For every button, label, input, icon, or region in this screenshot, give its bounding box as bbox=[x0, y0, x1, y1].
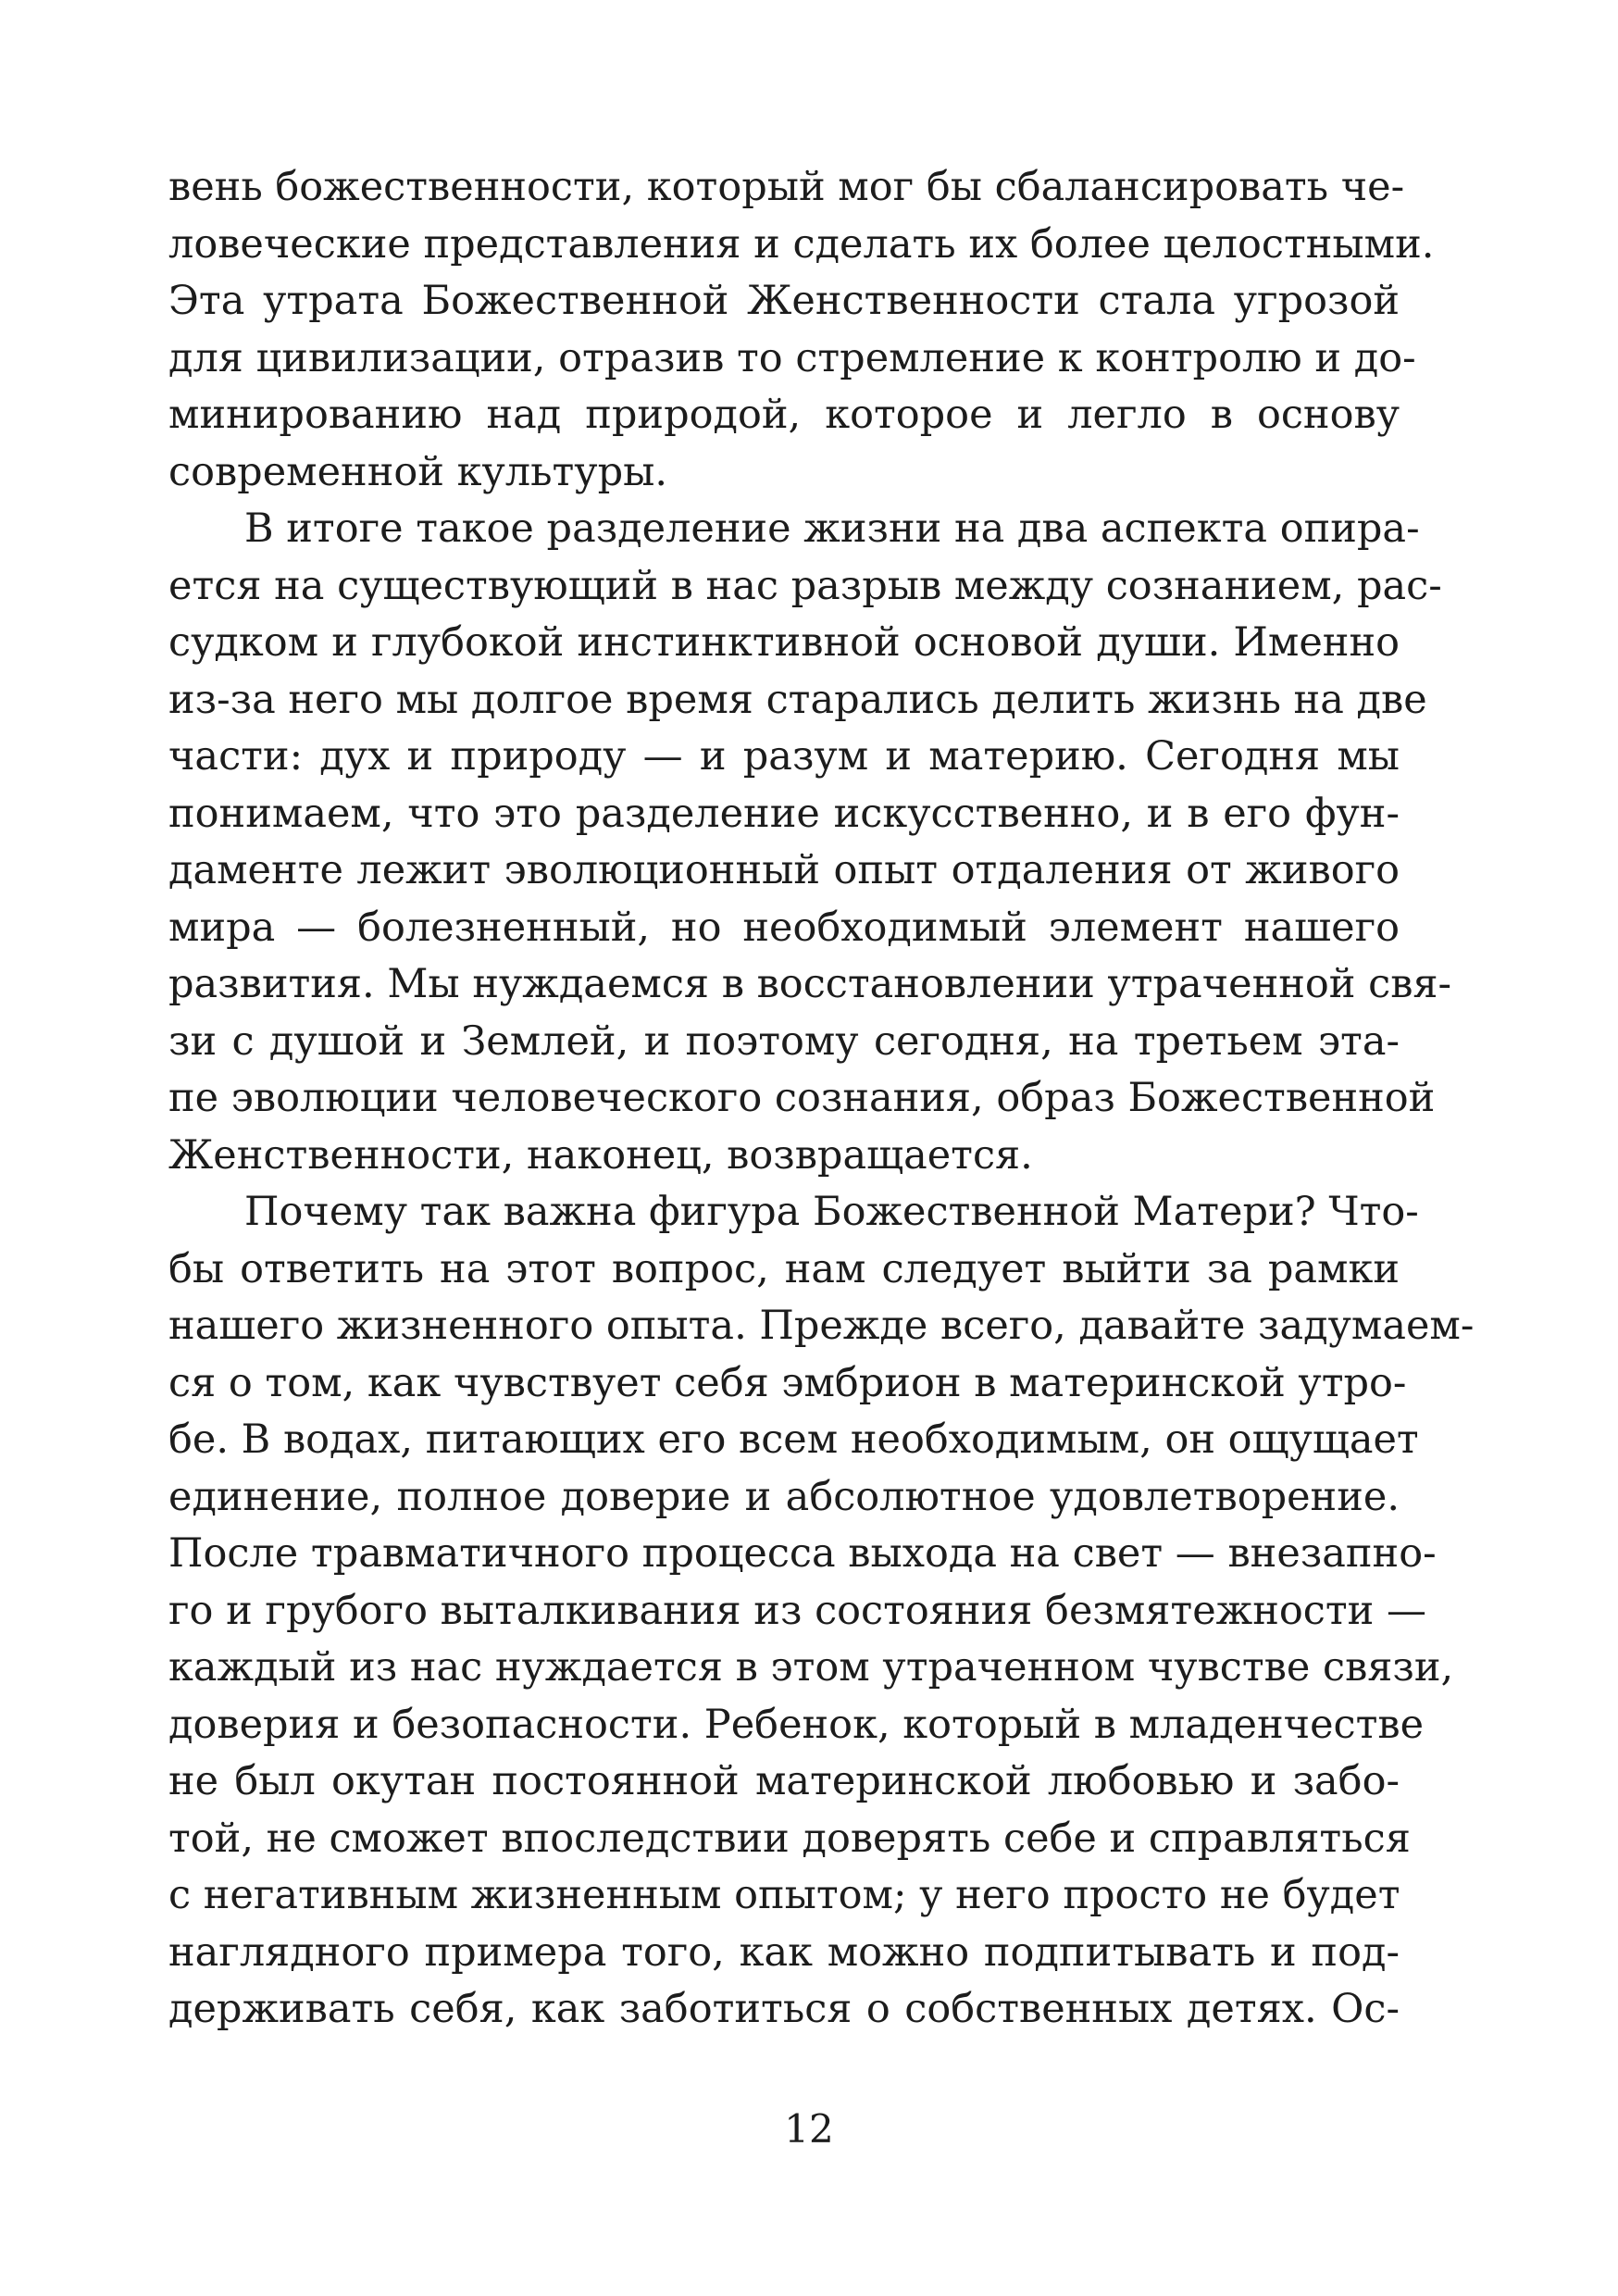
text-line: судком и глубокой инстинктивной основой души. Именно bbox=[168, 619, 1400, 666]
text-line: части: дух и природу — и разум и материю. Сегодня мы bbox=[168, 733, 1400, 780]
text-line: из-за него мы долгое время старались делить жизнь на две bbox=[168, 676, 1427, 723]
text-line: зи с душой и Землей, и поэтому сегодня, на третьем эта- bbox=[168, 1017, 1400, 1065]
text-line: ется на существующий в нас разрыв между сознанием, рас- bbox=[168, 562, 1442, 609]
text-line: доверия и безопасности. Ребенок, который в младенчестве bbox=[168, 1701, 1425, 1748]
text-line: Женственности, наконец, возвращается. bbox=[168, 1131, 1033, 1179]
text-line: пе эволюции человеческого сознания, образ Божественной bbox=[168, 1075, 1436, 1121]
text-line: После травматичного процесса выхода на свет — внезапно- bbox=[168, 1530, 1437, 1577]
text-line: современной культуры. bbox=[168, 448, 667, 495]
text-line: Эта утрата Божественной Женственности стала угрозой bbox=[168, 278, 1400, 324]
text-line: той, не сможет впоследствии доверять себе и справляться bbox=[168, 1815, 1411, 1862]
text-line: ся о том, как чувствует себя эмбрион в материнской утро- bbox=[168, 1359, 1407, 1406]
text-line: для цивилизации, отразив то стремление к контролю и до- bbox=[168, 334, 1416, 381]
text-line: Почему так важна фигура Божественной Матери? Что- bbox=[244, 1189, 1419, 1235]
text-line: минированию над природой, которое и легло в основу bbox=[168, 392, 1400, 438]
text-line: ловеческие представления и сделать их более целостными. bbox=[168, 220, 1435, 268]
text-line: го и грубого выталкивания из состояния безмятежности — bbox=[168, 1587, 1426, 1634]
text-line: В итоге такое разделение жизни на два аспекта опира- bbox=[244, 505, 1420, 552]
page-number: 12 bbox=[784, 2106, 834, 2152]
text-line: держивать себя, как заботиться о собственных детях. Ос- bbox=[168, 1986, 1400, 2032]
body-text bbox=[168, 159, 1475, 2039]
text-line: не был окутан постоянной материнской любовью и забо- bbox=[168, 1758, 1400, 1804]
text-line: бе. В водах, питающих его всем необходимым, он ощущает bbox=[168, 1416, 1419, 1463]
text-line: наглядного примера того, как можно подпитывать и под- bbox=[168, 1928, 1400, 1976]
text-line: единение, полное доверие и абсолютное удовлетворение. bbox=[168, 1473, 1400, 1520]
text-line: каждый из нас нуждается в этом утраченном чувстве связи, bbox=[168, 1644, 1454, 1691]
text-line: вень божественности, который мог бы сбалансировать че- bbox=[168, 164, 1405, 210]
text-line: развития. Мы нуждаемся в восстановлении утраченной свя- bbox=[168, 961, 1452, 1007]
text-line: нашего жизненного опыта. Прежде всего, давайте задумаем- bbox=[168, 1303, 1475, 1349]
text-line: понимаем, что это разделение искусственно, и в его фун- bbox=[168, 790, 1400, 837]
text-line: с негативным жизненным опытом; у него просто не будет bbox=[168, 1872, 1400, 1918]
text-line: бы ответить на этот вопрос, нам следует выйти за рамки bbox=[168, 1245, 1400, 1292]
text-line: мира — болезненный, но необходимый элемент нашего bbox=[168, 904, 1400, 951]
text-line: даменте лежит эволюционный опыт отдаления от живого bbox=[168, 847, 1400, 893]
